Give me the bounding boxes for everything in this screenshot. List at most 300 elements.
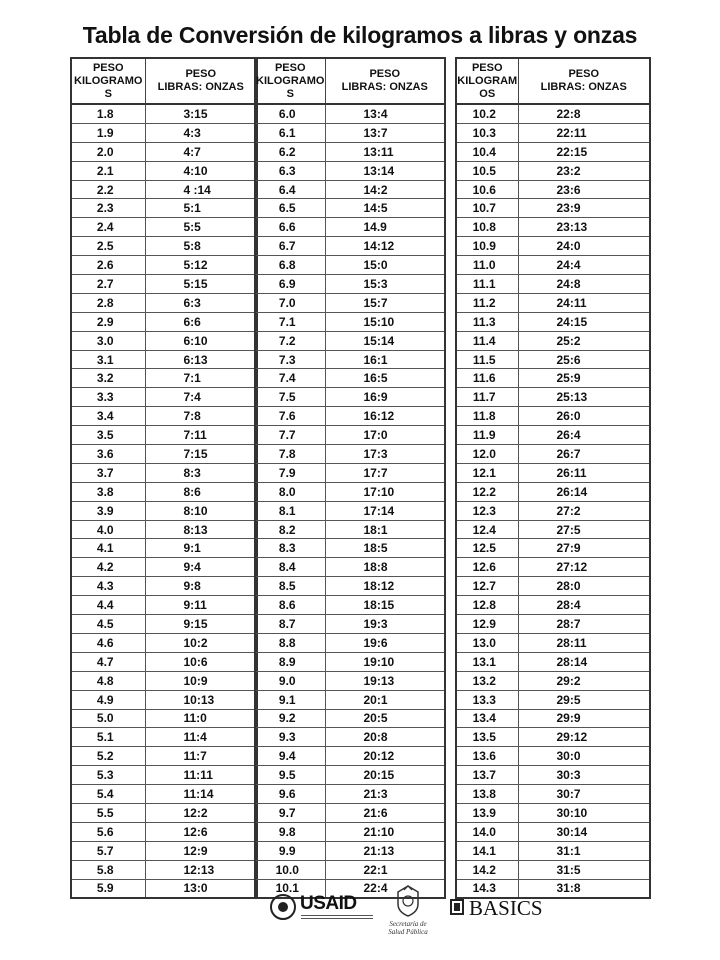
table-row bbox=[456, 596, 650, 615]
table-row bbox=[255, 350, 445, 369]
kg-cell: 5.5 bbox=[71, 803, 145, 822]
table-row bbox=[71, 520, 257, 539]
lb-oz-cell: 7:4 bbox=[145, 388, 257, 407]
kg-cell: 12.1 bbox=[456, 463, 518, 482]
table-row bbox=[255, 104, 445, 123]
table-row bbox=[71, 615, 257, 634]
kg-cell: 7.0 bbox=[255, 293, 325, 312]
lb-oz-cell: 17:3 bbox=[325, 445, 445, 464]
table-row bbox=[456, 690, 650, 709]
kg-cell: 10.8 bbox=[456, 218, 518, 237]
kg-header-line1: PESO bbox=[471, 61, 503, 74]
table-row bbox=[456, 180, 650, 199]
table-row bbox=[71, 218, 257, 237]
lb-oz-cell: 18:8 bbox=[325, 558, 445, 577]
lb-header bbox=[518, 58, 650, 104]
kg-cell: 2.6 bbox=[71, 256, 145, 275]
table-row bbox=[456, 350, 650, 369]
lb-oz-cell: 28:11 bbox=[518, 633, 650, 652]
table-row bbox=[456, 803, 650, 822]
kg-cell: 8.2 bbox=[255, 520, 325, 539]
kg-cell: 9.0 bbox=[255, 671, 325, 690]
lb-oz-cell: 31:5 bbox=[518, 860, 650, 879]
kg-cell: 2.8 bbox=[71, 293, 145, 312]
kg-cell: 4.2 bbox=[71, 558, 145, 577]
table-row bbox=[456, 539, 650, 558]
kg-cell: 13.7 bbox=[456, 766, 518, 785]
kg-cell: 2.0 bbox=[71, 142, 145, 161]
lb-oz-cell: 29:12 bbox=[518, 728, 650, 747]
table-row bbox=[255, 388, 445, 407]
kg-cell: 12.0 bbox=[456, 445, 518, 464]
kg-cell: 1.8 bbox=[71, 104, 145, 123]
lb-oz-cell: 25:9 bbox=[518, 369, 650, 388]
table-row bbox=[456, 237, 650, 256]
lb-oz-cell: 19:13 bbox=[325, 671, 445, 690]
lb-oz-cell: 26:4 bbox=[518, 426, 650, 445]
kg-cell: 13.9 bbox=[456, 803, 518, 822]
table-row bbox=[456, 312, 650, 331]
kg-cell: 2.5 bbox=[71, 237, 145, 256]
kg-cell: 6.9 bbox=[255, 275, 325, 294]
table-row bbox=[71, 785, 257, 804]
lb-oz-cell: 21:3 bbox=[325, 785, 445, 804]
table-row bbox=[71, 293, 257, 312]
kg-cell: 11.6 bbox=[456, 369, 518, 388]
kg-cell: 13.0 bbox=[456, 633, 518, 652]
table-row bbox=[456, 860, 650, 879]
table-row bbox=[71, 747, 257, 766]
lb-oz-cell: 19:6 bbox=[325, 633, 445, 652]
table-row bbox=[255, 539, 445, 558]
kg-cell: 12.2 bbox=[456, 482, 518, 501]
table-row bbox=[456, 275, 650, 294]
table-row bbox=[255, 142, 445, 161]
conversion-table-3 bbox=[455, 57, 651, 899]
kg-cell: 11.8 bbox=[456, 407, 518, 426]
kg-cell: 10.0 bbox=[255, 860, 325, 879]
table-row bbox=[456, 520, 650, 539]
table-row bbox=[71, 199, 257, 218]
lb-oz-cell: 6:3 bbox=[145, 293, 257, 312]
table-row bbox=[255, 747, 445, 766]
table-row bbox=[255, 123, 445, 142]
table-row bbox=[255, 407, 445, 426]
kg-cell: 3.2 bbox=[71, 369, 145, 388]
table-row bbox=[456, 709, 650, 728]
table-row bbox=[71, 577, 257, 596]
kg-cell: 4.6 bbox=[71, 633, 145, 652]
table-row bbox=[255, 766, 445, 785]
table-row bbox=[71, 161, 257, 180]
table-row bbox=[71, 123, 257, 142]
lb-oz-cell: 13:4 bbox=[325, 104, 445, 123]
lb-oz-cell: 28:7 bbox=[518, 615, 650, 634]
table-row bbox=[255, 180, 445, 199]
table-row bbox=[255, 463, 445, 482]
table-row bbox=[456, 841, 650, 860]
kg-cell: 3.3 bbox=[71, 388, 145, 407]
kg-cell: 7.9 bbox=[255, 463, 325, 482]
table-row bbox=[71, 180, 257, 199]
kg-cell: 11.7 bbox=[456, 388, 518, 407]
lb-oz-cell: 9:4 bbox=[145, 558, 257, 577]
lb-oz-cell: 16:12 bbox=[325, 407, 445, 426]
lb-oz-cell: 10:2 bbox=[145, 633, 257, 652]
table-row bbox=[71, 482, 257, 501]
table-row bbox=[255, 256, 445, 275]
lb-oz-cell: 11:0 bbox=[145, 709, 257, 728]
table-row bbox=[71, 596, 257, 615]
lb-oz-cell: 5:5 bbox=[145, 218, 257, 237]
table-row bbox=[456, 293, 650, 312]
ministry-logo bbox=[382, 882, 434, 940]
lb-oz-cell: 15:7 bbox=[325, 293, 445, 312]
kg-cell: 9.9 bbox=[255, 841, 325, 860]
lb-oz-cell: 11:14 bbox=[145, 785, 257, 804]
kg-cell: 8.1 bbox=[255, 501, 325, 520]
header-row bbox=[71, 58, 257, 104]
kg-cell: 7.4 bbox=[255, 369, 325, 388]
kg-cell: 9.6 bbox=[255, 785, 325, 804]
kg-cell: 3.0 bbox=[71, 331, 145, 350]
lb-header-line2: LIBRAS: ONZAS bbox=[341, 81, 428, 93]
kg-cell: 11.3 bbox=[456, 312, 518, 331]
table-row bbox=[456, 445, 650, 464]
lb-oz-cell: 11:4 bbox=[145, 728, 257, 747]
lb-oz-cell: 6:13 bbox=[145, 350, 257, 369]
table-row bbox=[456, 615, 650, 634]
kg-cell: 7.1 bbox=[255, 312, 325, 331]
kg-cell: 4.9 bbox=[71, 690, 145, 709]
lb-oz-cell: 17:0 bbox=[325, 426, 445, 445]
lb-oz-cell: 17:7 bbox=[325, 463, 445, 482]
lb-oz-cell: 8:3 bbox=[145, 463, 257, 482]
lb-oz-cell: 20:8 bbox=[325, 728, 445, 747]
kg-cell: 11.9 bbox=[456, 426, 518, 445]
lb-oz-cell: 4:3 bbox=[145, 123, 257, 142]
kg-cell: 7.6 bbox=[255, 407, 325, 426]
conversion-tables bbox=[70, 57, 649, 896]
table-row bbox=[71, 652, 257, 671]
lb-oz-cell: 9:1 bbox=[145, 539, 257, 558]
page-title: Tabla de Conversión de kilogramos a libras y onzas bbox=[82, 22, 638, 48]
table-row bbox=[456, 218, 650, 237]
table-row bbox=[255, 312, 445, 331]
lb-oz-cell: 9:15 bbox=[145, 615, 257, 634]
lb-oz-cell: 28:4 bbox=[518, 596, 650, 615]
table-row bbox=[71, 237, 257, 256]
table-row bbox=[456, 199, 650, 218]
lb-oz-cell: 20:1 bbox=[325, 690, 445, 709]
kg-cell: 7.3 bbox=[255, 350, 325, 369]
lb-oz-cell: 24:15 bbox=[518, 312, 650, 331]
table-row bbox=[255, 445, 445, 464]
table-row bbox=[255, 822, 445, 841]
kg-cell: 6.2 bbox=[255, 142, 325, 161]
table-row bbox=[71, 331, 257, 350]
lb-header-line1: PESO bbox=[369, 68, 401, 80]
kg-cell: 8.4 bbox=[255, 558, 325, 577]
table-row bbox=[71, 690, 257, 709]
kg-header bbox=[71, 58, 145, 104]
table-row bbox=[71, 803, 257, 822]
lb-oz-cell: 19:10 bbox=[325, 652, 445, 671]
ministry-name: Secretaría de Salud Pública bbox=[388, 920, 428, 936]
lb-oz-cell: 21:10 bbox=[325, 822, 445, 841]
lb-oz-cell: 24:8 bbox=[518, 275, 650, 294]
lb-oz-cell: 18:12 bbox=[325, 577, 445, 596]
kg-cell: 12.6 bbox=[456, 558, 518, 577]
table-row bbox=[71, 671, 257, 690]
table-row bbox=[456, 256, 650, 275]
basics-wordmark: BASICS bbox=[469, 896, 543, 920]
kg-cell: 3.1 bbox=[71, 350, 145, 369]
lb-oz-cell: 4:10 bbox=[145, 161, 257, 180]
lb-header bbox=[325, 58, 445, 104]
lb-oz-cell: 27:9 bbox=[518, 539, 650, 558]
kg-cell: 4.3 bbox=[71, 577, 145, 596]
lb-oz-cell: 30:10 bbox=[518, 803, 650, 822]
kg-cell: 10.7 bbox=[456, 199, 518, 218]
lb-oz-cell: 16:9 bbox=[325, 388, 445, 407]
lb-oz-cell: 5:1 bbox=[145, 199, 257, 218]
table-row bbox=[71, 275, 257, 294]
table-row bbox=[71, 104, 257, 123]
kg-cell: 6.7 bbox=[255, 237, 325, 256]
kg-cell: 13.2 bbox=[456, 671, 518, 690]
lb-oz-cell: 17:10 bbox=[325, 482, 445, 501]
lb-oz-cell: 22:4 bbox=[325, 879, 445, 898]
table-row bbox=[456, 501, 650, 520]
lb-oz-cell: 23:6 bbox=[518, 180, 650, 199]
lb-oz-cell: 7:15 bbox=[145, 445, 257, 464]
kg-cell: 10.6 bbox=[456, 180, 518, 199]
lb-oz-cell: 7:8 bbox=[145, 407, 257, 426]
lb-oz-cell: 29:5 bbox=[518, 690, 650, 709]
lb-oz-cell: 24:11 bbox=[518, 293, 650, 312]
lb-oz-cell: 14:2 bbox=[325, 180, 445, 199]
kg-cell: 13.3 bbox=[456, 690, 518, 709]
lb-oz-cell: 10:13 bbox=[145, 690, 257, 709]
table-row bbox=[71, 369, 257, 388]
lb-oz-cell: 13:14 bbox=[325, 161, 445, 180]
lb-oz-cell: 15:0 bbox=[325, 256, 445, 275]
lb-oz-cell: 9:11 bbox=[145, 596, 257, 615]
kg-cell: 8.9 bbox=[255, 652, 325, 671]
table-row bbox=[71, 312, 257, 331]
kg-cell: 8.3 bbox=[255, 539, 325, 558]
lb-oz-cell: 27:5 bbox=[518, 520, 650, 539]
table-row bbox=[71, 388, 257, 407]
kg-cell: 14.3 bbox=[456, 879, 518, 898]
lb-header-line2: LIBRAS: ONZAS bbox=[157, 81, 244, 93]
lb-oz-cell: 7:11 bbox=[145, 426, 257, 445]
kg-cell: 8.7 bbox=[255, 615, 325, 634]
kg-cell: 9.1 bbox=[255, 690, 325, 709]
lb-oz-cell: 13:11 bbox=[325, 142, 445, 161]
table-row bbox=[71, 709, 257, 728]
table-row bbox=[255, 369, 445, 388]
table-row bbox=[255, 709, 445, 728]
lb-oz-cell: 14:5 bbox=[325, 199, 445, 218]
lb-oz-cell: 8:10 bbox=[145, 501, 257, 520]
kg-cell: 2.1 bbox=[71, 161, 145, 180]
table-row bbox=[71, 860, 257, 879]
kg-header bbox=[456, 58, 518, 104]
lb-oz-cell: 6:6 bbox=[145, 312, 257, 331]
kg-cell: 5.0 bbox=[71, 709, 145, 728]
kg-cell: 14.2 bbox=[456, 860, 518, 879]
table-row bbox=[255, 501, 445, 520]
lb-oz-cell: 27:12 bbox=[518, 558, 650, 577]
lb-oz-cell: 12:9 bbox=[145, 841, 257, 860]
kg-cell: 10.1 bbox=[255, 879, 325, 898]
table-row bbox=[456, 747, 650, 766]
lb-oz-cell: 31:1 bbox=[518, 841, 650, 860]
table-row bbox=[255, 633, 445, 652]
kg-header-line1: PESO bbox=[92, 61, 124, 74]
lb-oz-cell: 5:8 bbox=[145, 237, 257, 256]
kg-cell: 13.4 bbox=[456, 709, 518, 728]
kg-cell: 5.9 bbox=[71, 879, 145, 898]
kg-cell: 1.9 bbox=[71, 123, 145, 142]
lb-oz-cell: 25:13 bbox=[518, 388, 650, 407]
lb-oz-cell: 18:5 bbox=[325, 539, 445, 558]
kg-cell: 5.6 bbox=[71, 822, 145, 841]
lb-oz-cell: 11:11 bbox=[145, 766, 257, 785]
lb-oz-cell: 24:4 bbox=[518, 256, 650, 275]
lb-oz-cell: 30:7 bbox=[518, 785, 650, 804]
kg-cell: 9.2 bbox=[255, 709, 325, 728]
table-row bbox=[255, 671, 445, 690]
table-row bbox=[255, 596, 445, 615]
table-row bbox=[456, 822, 650, 841]
lb-oz-cell: 9:8 bbox=[145, 577, 257, 596]
table-row bbox=[456, 785, 650, 804]
lb-oz-cell: 12:6 bbox=[145, 822, 257, 841]
table-row bbox=[255, 841, 445, 860]
table-row bbox=[255, 728, 445, 747]
kg-cell: 4.5 bbox=[71, 615, 145, 634]
lb-oz-cell: 13:7 bbox=[325, 123, 445, 142]
lb-oz-cell: 29:2 bbox=[518, 671, 650, 690]
table-row bbox=[255, 785, 445, 804]
kg-cell: 13.8 bbox=[456, 785, 518, 804]
lb-header-line1: PESO bbox=[568, 68, 600, 80]
lb-oz-cell: 13:0 bbox=[145, 879, 257, 898]
usaid-wordmark: USAID bbox=[300, 893, 357, 914]
kg-cell: 10.2 bbox=[456, 104, 518, 123]
kg-cell: 6.0 bbox=[255, 104, 325, 123]
kg-cell: 13.5 bbox=[456, 728, 518, 747]
table-row bbox=[456, 331, 650, 350]
kg-cell: 9.7 bbox=[255, 803, 325, 822]
kg-cell: 4.8 bbox=[71, 671, 145, 690]
kg-cell: 6.4 bbox=[255, 180, 325, 199]
table-row bbox=[456, 388, 650, 407]
lb-oz-cell: 10:6 bbox=[145, 652, 257, 671]
table-row bbox=[71, 463, 257, 482]
kg-cell: 10.9 bbox=[456, 237, 518, 256]
lb-oz-cell: 26:7 bbox=[518, 445, 650, 464]
table-row bbox=[71, 879, 257, 898]
table-row bbox=[456, 671, 650, 690]
basics-square-icon bbox=[450, 899, 464, 915]
kg-header-line2: KILOGRAMOS bbox=[256, 74, 325, 100]
lb-oz-cell: 15:10 bbox=[325, 312, 445, 331]
lb-oz-cell: 22:11 bbox=[518, 123, 650, 142]
kg-cell: 11.1 bbox=[456, 275, 518, 294]
usaid-underline bbox=[301, 915, 373, 919]
table-row bbox=[71, 633, 257, 652]
kg-cell: 3.9 bbox=[71, 501, 145, 520]
kg-cell: 10.4 bbox=[456, 142, 518, 161]
lb-oz-cell: 17:14 bbox=[325, 501, 445, 520]
table-row bbox=[71, 142, 257, 161]
kg-cell: 9.4 bbox=[255, 747, 325, 766]
table-row bbox=[255, 577, 445, 596]
conversion-table-1 bbox=[70, 57, 258, 899]
conversion-table-2 bbox=[254, 57, 446, 899]
kg-cell: 14.1 bbox=[456, 841, 518, 860]
lb-header-line1: PESO bbox=[185, 68, 217, 80]
kg-cell: 14.0 bbox=[456, 822, 518, 841]
kg-cell: 8.5 bbox=[255, 577, 325, 596]
lb-oz-cell: 28:0 bbox=[518, 577, 650, 596]
kg-cell: 4.1 bbox=[71, 539, 145, 558]
kg-cell: 12.3 bbox=[456, 501, 518, 520]
lb-oz-cell: 28:14 bbox=[518, 652, 650, 671]
table-row bbox=[71, 256, 257, 275]
table-row bbox=[255, 482, 445, 501]
kg-header-line1: PESO bbox=[274, 61, 306, 74]
kg-cell: 11.0 bbox=[456, 256, 518, 275]
kg-cell: 8.8 bbox=[255, 633, 325, 652]
kg-cell: 6.1 bbox=[255, 123, 325, 142]
table-row bbox=[71, 822, 257, 841]
kg-header bbox=[255, 58, 325, 104]
kg-cell: 6.5 bbox=[255, 199, 325, 218]
lb-oz-cell: 15:14 bbox=[325, 331, 445, 350]
table-row bbox=[255, 520, 445, 539]
kg-cell: 8.0 bbox=[255, 482, 325, 501]
kg-cell: 13.1 bbox=[456, 652, 518, 671]
kg-cell: 12.4 bbox=[456, 520, 518, 539]
kg-cell: 4.0 bbox=[71, 520, 145, 539]
table-row bbox=[456, 123, 650, 142]
table-row bbox=[71, 558, 257, 577]
kg-cell: 6.6 bbox=[255, 218, 325, 237]
kg-cell: 5.2 bbox=[71, 747, 145, 766]
lb-oz-cell: 16:5 bbox=[325, 369, 445, 388]
lb-oz-cell: 11:7 bbox=[145, 747, 257, 766]
table-row bbox=[71, 841, 257, 860]
table-row bbox=[255, 218, 445, 237]
table-row bbox=[255, 161, 445, 180]
kg-cell: 4.4 bbox=[71, 596, 145, 615]
table-row bbox=[456, 766, 650, 785]
table-row bbox=[456, 369, 650, 388]
lb-oz-cell: 5:15 bbox=[145, 275, 257, 294]
lb-oz-cell: 19:3 bbox=[325, 615, 445, 634]
lb-oz-cell: 29:9 bbox=[518, 709, 650, 728]
lb-oz-cell: 21:13 bbox=[325, 841, 445, 860]
kg-cell: 5.7 bbox=[71, 841, 145, 860]
lb-oz-cell: 20:15 bbox=[325, 766, 445, 785]
table-row bbox=[255, 237, 445, 256]
kg-cell: 7.7 bbox=[255, 426, 325, 445]
